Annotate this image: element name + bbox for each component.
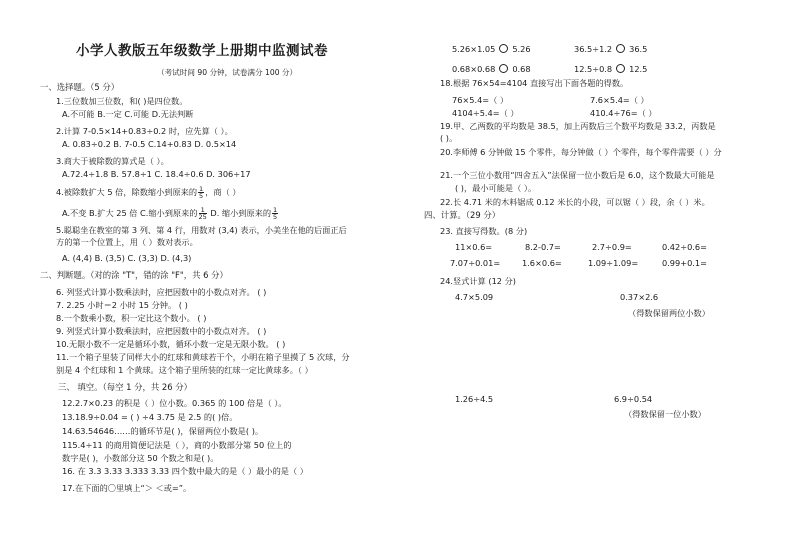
q16: 16. 在 3.3 3.33 3.333 3.33 四个数中最大的是（ ）最小的是（ ） (62, 466, 308, 476)
q23-d: 0.42÷0.6= (662, 242, 707, 252)
q23-f: 1.6×0.6= (522, 258, 562, 268)
q15-line1: 115.4÷11 的商用简便记法是（ ），商的小数部分第 50 位上的 (62, 440, 292, 450)
q18-a: 76×5.4=（ ） (452, 95, 509, 105)
section-4-header: 四、计算。（29 分） (424, 210, 501, 220)
q6: 6. 列竖式计算小数乘法时，应把因数中的小数点对齐。 ( ) (56, 287, 267, 297)
q17-compare-3: 0.68×0.68 0.68 (452, 64, 531, 74)
q4 (56, 186, 241, 199)
q5-line2: 方的第一个位置上，用（ ）数对表示。 (56, 237, 198, 247)
q18-c: 4104÷5.4=（ ） (452, 108, 519, 118)
q20: 20.李师傅 6 分钟做 15 个零件，每分钟做（ ）个零件，每个零件需要（ ）分 (440, 147, 722, 157)
q23-c: 2.7÷0.9= (592, 242, 632, 252)
q17: 17.在下面的〇里填上“＞ ＜或=”。 (62, 483, 192, 493)
q19-line1: 19.甲、乙两数的平均数是 38.5，加上丙数后三个数平均数是 33.2，丙数是 (440, 121, 716, 131)
compare-circle[interactable] (499, 44, 508, 53)
q1: 1.三位数加三位数，和( )是四位数。 (56, 96, 188, 106)
exam-title: 小学人教版五年级数学上册期中监测试卷 (76, 43, 328, 59)
q4-text-a: 4.被除数扩大 5 倍，除数缩小到原来的 (56, 187, 198, 197)
section-3-header: 三、 填空。（每空 1 分，共 26 分） (58, 382, 192, 392)
q11-line2: 别是 4 个红球和 1 个黄球。这个箱子里所装的红球一定比黄球多。（ ） (56, 365, 313, 375)
q17-compare-1: 5.26×1.05 5.26 (452, 44, 531, 54)
q23: 23. 直接写得数。(8 分) (440, 226, 528, 236)
q4-options: A.不变 B.扩大 25 倍 C.缩小到原来的 $\frac{1}{25}$ D. 缩小到原来的 $\frac{1}{5}$ (62, 206, 278, 221)
q13: 13.18.9÷0.04 = ( ) ÷4 3.75 是 2.5 的( )倍。 (62, 412, 238, 422)
q12: 12.2.7×0.23 的积是（ ）位小数。0.365 的 100 倍是（ ）。 (62, 398, 287, 408)
q23-h: 0.99+0.1= (662, 258, 707, 268)
q24: 24.竖式计算 (12 分) (440, 276, 516, 286)
q24-c: 1.26÷4.5 (455, 394, 494, 404)
q3: 3.商大于被除数的算式是（ ）。 (56, 156, 169, 166)
q24-a: 4.7×5.09 (455, 292, 494, 302)
q17-compare-4: 12.5÷0.8 12.5 (574, 64, 648, 74)
q23-e: 7.07÷0.01= (450, 258, 501, 268)
q11-line1: 11.一个箱子里装了同样大小的红球和黄球若干个，小明在箱子里摸了 5 次球，分 (56, 352, 350, 362)
q24-d-note: （得数保留一位小数） (624, 409, 706, 419)
q19-line2: ( )。 (440, 133, 458, 143)
exam-subtitle: （考试时间 90 分钟，试卷满分 100 分） (157, 68, 298, 77)
q18-d: 410.4÷76=（ ） (590, 108, 657, 118)
q1-options: A.不可能 B.一定 C.可能 D.无法判断 (62, 109, 194, 119)
q5-line1: 5.聪聪坐在教室的第 3 列、第 4 行，用数对 (3,4) 表示，小美坐在他的后面正后 (56, 225, 347, 235)
compare-circle[interactable] (616, 44, 625, 53)
q2: 2.计算 7-0.5×14+0.83÷0.2 时，应先算（ ）。 (56, 126, 233, 136)
q15-line2: 数字是( )，小数部分这 50 个数之和是( )。 (62, 453, 219, 463)
q2-options: A. 0.83÷0.2 B. 7-0.5 C.14+0.83 D. 0.5×14 (62, 139, 237, 149)
compare-circle[interactable] (499, 64, 508, 73)
section-2-header: 二、判断题。（对的涂 "T"，错的涂 "F"，共 6 分） (40, 270, 228, 280)
q17-compare-2: 36.5÷1.2 36.5 (574, 44, 648, 54)
section-1-header: 一、选择题。（5 分） (40, 82, 120, 92)
compare-circle[interactable] (616, 64, 625, 73)
q21-line1: 21.一个三位小数用“四舍五入”法保留一位小数后是 6.0，这个数最大可能是 (440, 170, 715, 180)
q23-b: 8.2-0.7= (525, 242, 561, 252)
q9: 9. 列竖式计算小数乘法时，应把因数中的小数点对齐。 ( ) (56, 326, 267, 336)
q23-a: 11×0.6= (455, 242, 493, 252)
q18-b: 7.6×5.4=（ ） (590, 95, 649, 105)
q3-options: A.72.4÷1.8 B. 57.8÷1 C. 18.4÷0.6 D. 306÷17 (62, 169, 251, 179)
q4-text-b: ，商（ ） (205, 187, 241, 197)
q5-options: A. (4,4) B. (3,5) C. (3,3) D. (4,3) (62, 253, 192, 263)
q4-fraction: $\frac{1}{5}$ (199, 185, 204, 200)
q10: 10.无限小数不一定是循环小数，循环小数一定是无限小数。 ( ) (56, 339, 286, 349)
q7: 7. 2.25 小时＝2 小时 15 分钟。 ( ) (56, 300, 188, 310)
q24-b-note: （得数保留两位小数） (628, 308, 710, 318)
q14: 14.63.54646……的循环节是( )，保留两位小数是( )。 (62, 426, 264, 436)
q22: 22.长 4.71 米的木料锯成 0.12 米长的小段，可以锯（ ）段，余（ ）米。 (440, 197, 710, 207)
q8: 8.一个数乘小数，积一定比这个数小。 ( ) (56, 313, 207, 323)
q23-g: 1.09÷1.09= (588, 258, 639, 268)
q24-b: 0.37×2.6 (620, 292, 659, 302)
q24-d: 6.9÷0.54 (614, 394, 653, 404)
q21-line2: ( )，最小可能是（ ）。 (455, 183, 537, 193)
q18: 18.根据 76×54=4104 直接写出下面各题的得数。 (440, 78, 629, 88)
